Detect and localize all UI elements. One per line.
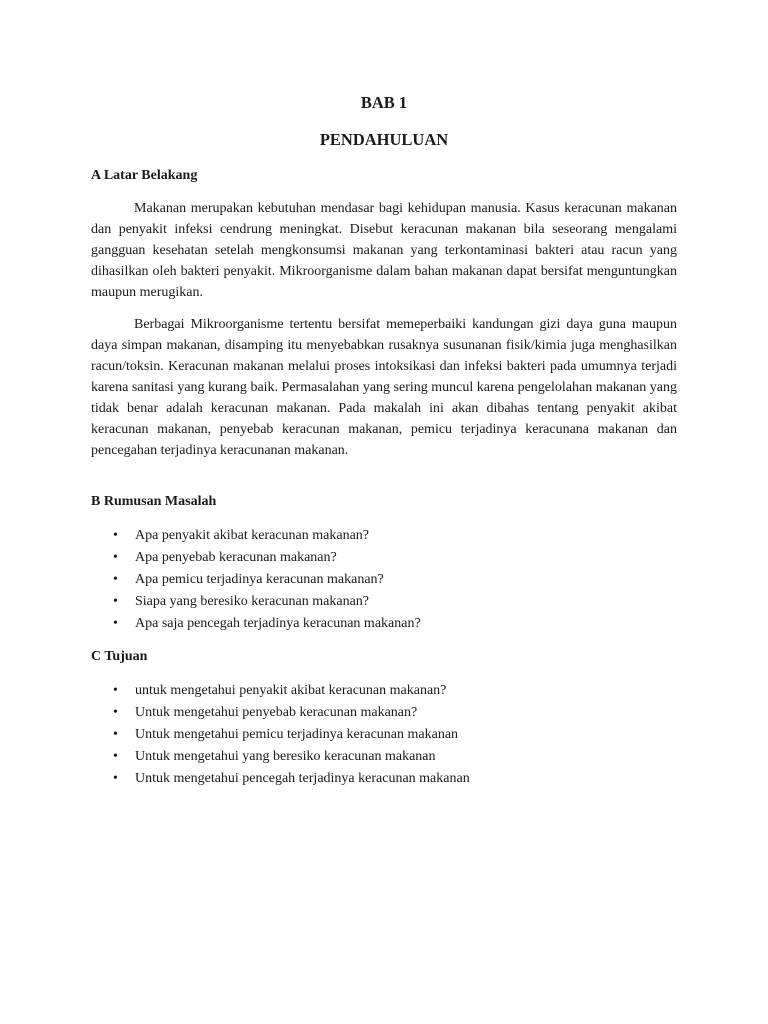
bullet-icon: • bbox=[113, 594, 118, 609]
bullet-icon: • bbox=[113, 683, 118, 698]
list-item: • Apa pemicu terjadinya keracunan makanan? bbox=[91, 569, 421, 591]
list-item: • Untuk mengetahui pencegah terjadinya keracunan makanan bbox=[91, 768, 470, 790]
list-item: • Siapa yang beresiko keracunan makanan? bbox=[91, 591, 421, 613]
rumusan-masalah-list bbox=[91, 525, 421, 635]
list-item: • Apa penyakit akibat keracunan makanan? bbox=[91, 525, 421, 547]
section-heading-latar-belakang: A Latar Belakang bbox=[91, 168, 198, 183]
list-item: • untuk mengetahui penyakit akibat keracunan makanan? bbox=[91, 680, 470, 702]
bullet-icon: • bbox=[113, 572, 118, 587]
section-heading-tujuan: C Tujuan bbox=[91, 649, 148, 664]
paragraph-1-text: Makanan merupakan kebutuhan mendasar bagi kehidupan manusia. Kasus keracunan makanan dan penyakit infeksi cendrung meningkat. Disebut keracunan makanan bila seseorang mengalami gangguan kesehatan setelah mengkonsumsi makanan yang terkontaminasi bakteri atau racun yang dihasilkan oleh bakteri penyakit. Mikroorganisme dalam bahan makanan dapat bersifat menguntungkan maupun merugikan. bbox=[91, 201, 677, 300]
bullet-icon: • bbox=[113, 727, 118, 742]
section-heading-rumusan-masalah: B Rumusan Masalah bbox=[91, 494, 217, 509]
chapter-number: BAB 1 bbox=[360, 93, 408, 112]
bullet-icon: • bbox=[113, 705, 118, 720]
tujuan-list bbox=[91, 680, 470, 790]
list-item: • Apa saja pencegah terjadinya keracunan makanan? bbox=[91, 613, 421, 635]
bullet-icon: • bbox=[113, 616, 118, 631]
list-item: • Untuk mengetahui yang beresiko keracunan makanan bbox=[91, 746, 470, 768]
paragraph-2 bbox=[91, 314, 677, 461]
bullet-icon: • bbox=[113, 528, 118, 543]
bullet-icon: • bbox=[113, 749, 118, 764]
list-item: • Untuk mengetahui penyebab keracunan makanan? bbox=[91, 702, 470, 724]
chapter-title: PENDAHULUAN bbox=[319, 130, 449, 149]
paragraph-2-text: Berbagai Mikroorganisme tertentu bersifat memeperbaiki kandungan gizi daya guna maupun daya simpan makanan, disamping itu menyebabkan rusaknya susunanan fisik/kimia juga menghasilkan racun/toksin. Keracunan makanan melalui proses intoksikasi dan infeksi bakteri pada umumnya terjadi karena sanitasi yang kurang baik. Permasalahan yang sering muncul karena pengelolahan makanan yang tidak benar adalah keracunan makanan. Pada makalah ini akan dibahas tentang penyakit akibat keracunan makanan, penyebab keracunan makanan, pemicu terjadinya keracunana makanan dan pencegahan terjadinya keracunanan makanan. bbox=[91, 317, 677, 458]
bullet-icon: • bbox=[113, 550, 118, 565]
list-item: • Untuk mengetahui pemicu terjadinya keracunan makanan bbox=[91, 724, 470, 746]
bullet-icon: • bbox=[113, 771, 118, 786]
list-item: • Apa penyebab keracunan makanan? bbox=[91, 547, 421, 569]
paragraph-1 bbox=[91, 198, 677, 303]
